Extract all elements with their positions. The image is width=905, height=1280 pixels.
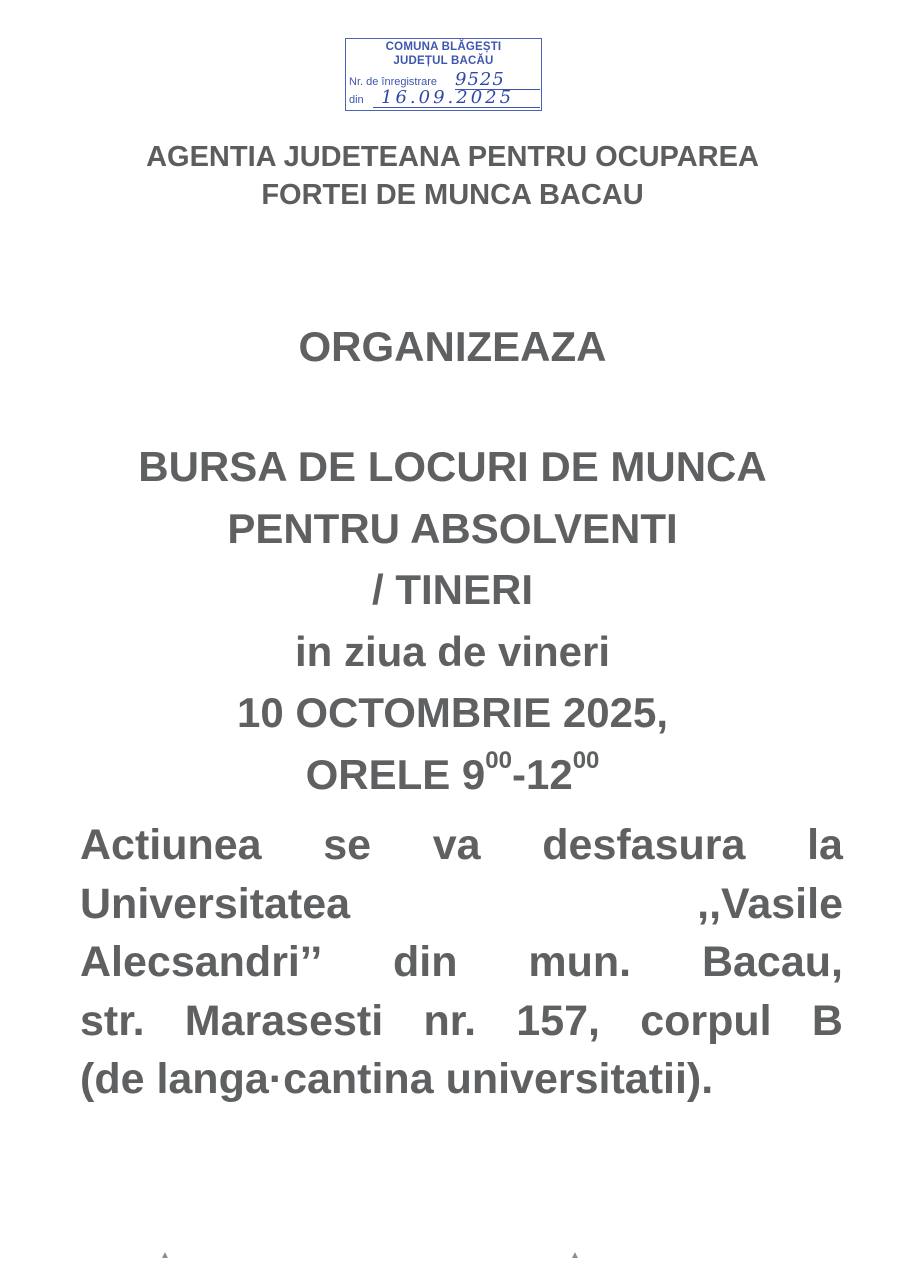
location-word: Bacau, bbox=[701, 938, 843, 986]
location-paragraph bbox=[80, 816, 843, 1109]
location-word: B bbox=[811, 996, 843, 1045]
event-hours-prefix: ORELE 9 bbox=[305, 750, 486, 798]
registration-stamp bbox=[345, 38, 542, 111]
location-word: Universitatea bbox=[80, 879, 351, 928]
location-word: desfasura bbox=[542, 821, 746, 869]
event-hours-start-minutes: 00 bbox=[485, 746, 512, 774]
event-hours-mid: -12 bbox=[512, 750, 573, 798]
location-word: 157, bbox=[516, 996, 600, 1045]
event-title-line-2: PENTRU ABSOLVENTI bbox=[227, 504, 678, 552]
stamp-date-value: 16.09.2025 bbox=[381, 87, 515, 108]
location-word: ,,Vasile bbox=[697, 879, 843, 928]
event-announcement bbox=[0, 436, 905, 805]
agency-heading bbox=[0, 138, 905, 214]
location-word: Actiunea bbox=[80, 821, 262, 869]
stamp-commune: COMUNA BLĂGEȘTI bbox=[385, 41, 502, 53]
location-word: mun. bbox=[528, 938, 632, 986]
stamp-registration-number: 9525 bbox=[455, 69, 505, 90]
event-title-line-3: / TINERI bbox=[371, 566, 533, 613]
location-word: se bbox=[323, 821, 372, 869]
location-word: la bbox=[807, 821, 843, 869]
location-line-5-text: (de langa·cantina universitatii). bbox=[80, 1055, 714, 1103]
agency-line-2: FORTEI DE MUNCA BACAU bbox=[261, 179, 644, 211]
organizeaza-heading: ORGANIZEAZA bbox=[298, 323, 607, 370]
location-word: nr. bbox=[423, 996, 477, 1045]
location-line-3 bbox=[80, 933, 843, 992]
event-date: 10 OCTOMBRIE 2025, bbox=[236, 689, 669, 736]
location-word: Marasesti bbox=[184, 996, 384, 1045]
stamp-date-row bbox=[349, 87, 515, 108]
agency-line-1: AGENTIA JUDETEANA PENTRU OCUPAREA bbox=[146, 141, 759, 173]
location-line-2 bbox=[80, 875, 843, 934]
stamp-county: JUDEȚUL BACĂU bbox=[393, 55, 494, 67]
stamp-registration-label: Nr. de înregistrare bbox=[349, 76, 438, 88]
location-word: str. bbox=[80, 996, 145, 1045]
location-word: corpul bbox=[640, 996, 772, 1045]
location-line-1 bbox=[80, 816, 843, 875]
location-word: din bbox=[393, 938, 458, 986]
location-line-5 bbox=[80, 1050, 843, 1109]
location-line-4 bbox=[80, 992, 843, 1051]
event-title-line-1: BURSA DE LOCURI DE MUNCA bbox=[138, 443, 767, 490]
stamp-date-label: din bbox=[349, 94, 364, 106]
event-hours-end-minutes: 00 bbox=[572, 746, 600, 774]
location-word: va bbox=[432, 821, 481, 869]
scan-speck: ▲ bbox=[570, 1250, 580, 1261]
event-hours bbox=[0, 744, 905, 806]
scan-speck: ▲ bbox=[160, 1250, 170, 1261]
event-day: in ziua de vineri bbox=[294, 627, 611, 675]
location-word: Alecsandri’’ bbox=[80, 938, 323, 986]
